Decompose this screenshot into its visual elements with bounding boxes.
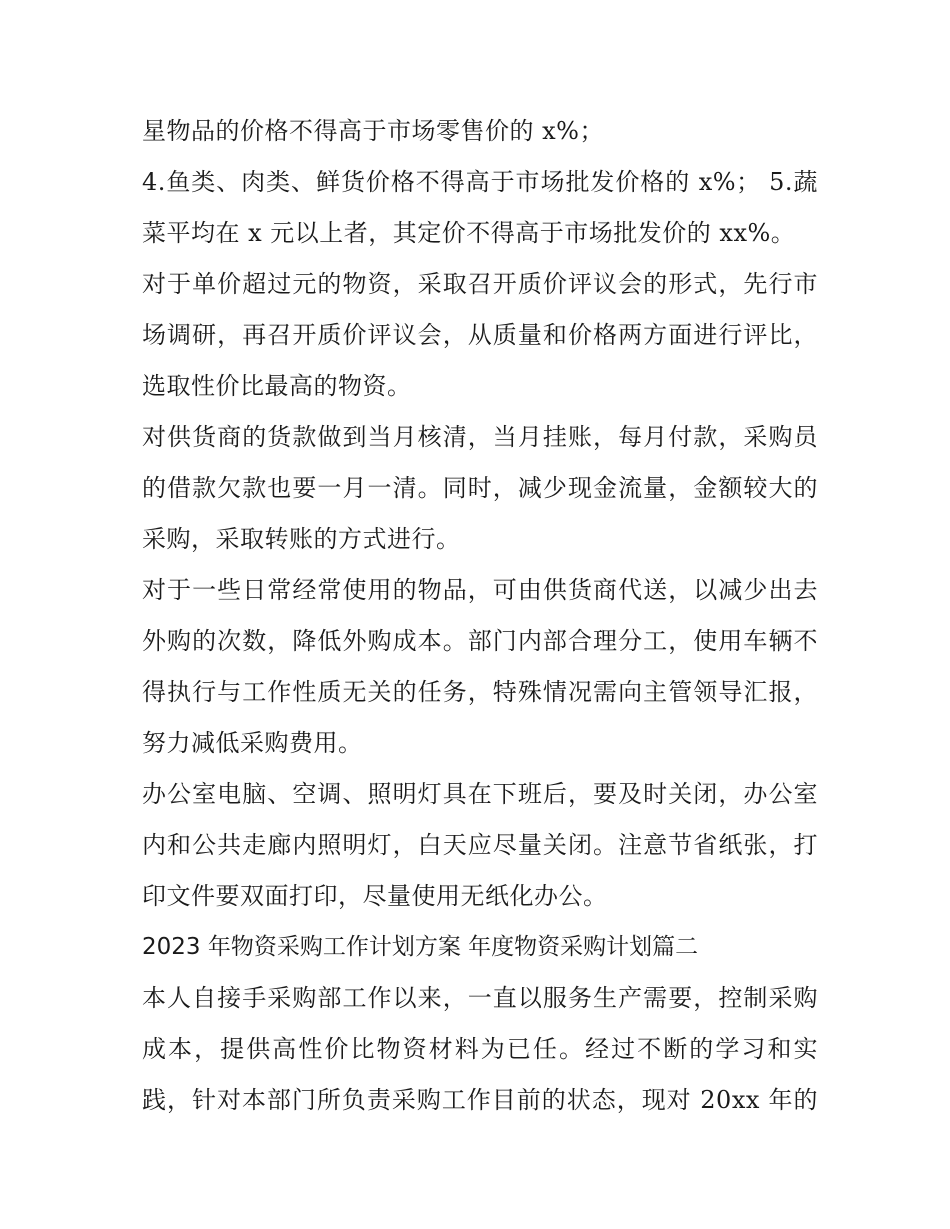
text-line: 采购，采取转账的方式进行。 [142, 525, 461, 553]
text-line: 成本，提供高性价比物资材料为已任。经过不断的学习和实 [142, 1035, 818, 1063]
text-line: 场调研，再召开质价评议会，从质量和价格两方面进行评比， [142, 321, 818, 349]
text-line: 得执行与工作性质无关的任务，特殊情况需向主管领导汇报， [142, 678, 818, 706]
document-body [142, 106, 818, 1126]
text-line: 星物品的价格不得高于市场零售价的 x%； [142, 117, 604, 145]
text-line: 印文件要双面打印，尽量使用无纸化办公。 [142, 882, 608, 910]
text-line: 4.鱼类、肉类、鲜货价格不得高于市场批发价格的 x%； 5.蔬 [142, 168, 818, 196]
text-line: 努力减低采购费用。 [142, 729, 363, 757]
text-line: 选取性价比最高的物资。 [142, 372, 412, 400]
text-line: 对于单价超过元的物资，采取召开质价评议会的形式，先行市 [142, 270, 818, 298]
text-line: 本人自接手采购部工作以来，一直以服务生产需要，控制采购 [142, 984, 818, 1012]
text-line: 外购的次数，降低外购成本。部门内部合理分工，使用车辆不 [142, 627, 818, 655]
text-line: 办公室电脑、空调、照明灯具在下班后，要及时关闭，办公室 [142, 780, 818, 808]
text-line: 的借款欠款也要一月一清。同时，减少现金流量，金额较大的 [142, 474, 818, 502]
text-line: 菜平均在 x 元以上者，其定价不得高于市场批发价的 xx%。 [142, 219, 796, 247]
text-line: 践，针对本部门所负责采购工作目前的状态，现对 20xx 年的 [142, 1086, 818, 1114]
text-line: 对于一些日常经常使用的物品，可由供货商代送，以减少出去 [142, 576, 818, 604]
text-line: 内和公共走廊内照明灯，白天应尽量关闭。注意节省纸张，打 [142, 831, 818, 859]
section-heading: 2023 年物资采购工作计划方案 年度物资采购计划篇二 [142, 934, 699, 960]
text-line: 对供货商的货款做到当月核清，当月挂账，每月付款，采购员 [142, 423, 818, 451]
